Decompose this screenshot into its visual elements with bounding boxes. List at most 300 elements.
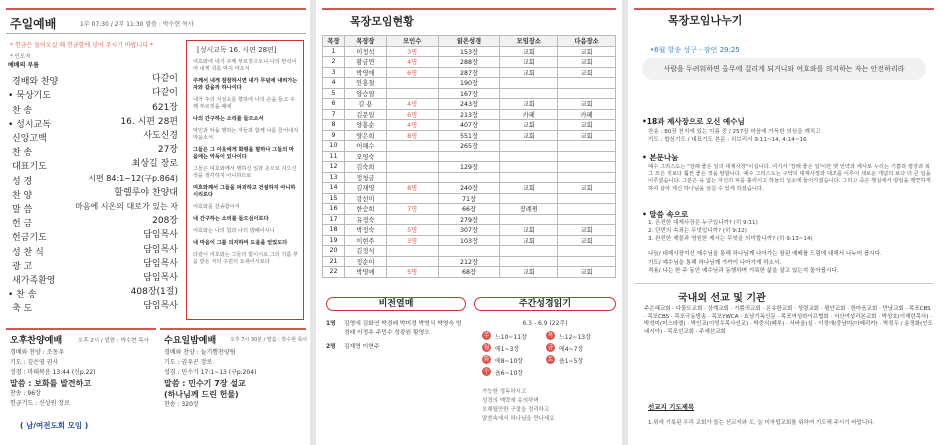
reading-text: 욥1~5장 <box>559 358 584 365</box>
table-cell <box>558 88 616 99</box>
table-cell: 551장 <box>438 130 500 141</box>
table-cell: 김재영 <box>344 183 386 194</box>
table-cell: 카페 <box>558 109 616 120</box>
table-row <box>323 109 616 120</box>
sunday-worship-title: 주일예배 <box>10 17 57 31</box>
table-cell <box>386 162 438 173</box>
responsive-line: 여호와는 나의 힘과 나의 방패이시니 <box>193 228 275 234</box>
table-cell: 265장 <box>438 141 500 152</box>
afternoon-row: 말씀 : 보화를 발견하고 <box>10 379 92 388</box>
table-cell: 66장 <box>438 204 500 215</box>
table-row <box>323 88 616 99</box>
table-cell: 강선미 <box>344 193 386 204</box>
table-cell <box>386 151 438 162</box>
worship-order-value: 208장 <box>152 216 178 227</box>
table-row <box>323 235 616 246</box>
worship-order-value: 최상길 장로 <box>131 159 178 170</box>
reading-text: 에4~7장 <box>559 346 584 353</box>
reading-note: 성경의 맥락에 유의하며 <box>482 398 539 404</box>
table-cell: 교회 <box>558 225 616 236</box>
worship-order-label: 찬 양 <box>12 190 33 201</box>
table-cell: 교회 <box>558 120 616 131</box>
worship-order-label: 신앙고백 <box>12 134 47 144</box>
afternoon-row: 성경 : 마태복음 13:44 (신p.22) <box>10 369 96 376</box>
reading-day: 토 <box>547 356 554 363</box>
reading-title: 주간성경읽기 <box>518 299 572 309</box>
worship-order-row <box>8 60 178 74</box>
wednesday-row: 찬송 : 320장 <box>164 401 199 408</box>
reading-grid <box>482 330 612 378</box>
table-cell: 4명 <box>386 57 438 68</box>
mission-list: 주은혜교회 · 다물도교회 · 상계교회 · 기쁨의교회 · 온유한교회 · 성령교회 · 평안교회 · 한마음교회 · 만남교회 · 목포CBS · 목포CBS · 목포극동방송 · 목포YWCA · 호남기독신문 · 목포여성라이프협회 · 서산여성리본교회 · 박성호(이재린목사) · 박성미(미스라엘) · 박인교(이영우목사선교) · 박중식(페루) · 서바울(실 · 이정애(중남미(아메리카) · 박정우 / 송정화(인도네시아) · 목포선교회 · 주세선교회 <box>644 306 933 335</box>
table-cell: 4명 <box>386 120 438 131</box>
vision-title: 비전열매 <box>378 299 414 309</box>
worship-order-value: 16. 시편 28편 <box>120 116 178 127</box>
table-cell: 11 <box>323 151 345 162</box>
share-line: 기도/ 예수님을 통해 하나님께 가까이 나아가게 하소서. <box>648 259 782 266</box>
table-row <box>323 141 616 152</box>
vision-rows <box>326 320 466 358</box>
reading-text: 욥6~10장 <box>495 370 524 377</box>
question-line: 1. 온전한 대제사장은 누구입니까? (히 9:11) <box>648 220 758 226</box>
table-cell: 박영애 <box>344 267 386 278</box>
table-cell <box>558 214 616 225</box>
table-cell <box>500 151 558 162</box>
table-cell <box>558 246 616 257</box>
vision-names: 김영애 김화연 박경래 박미경 박영식 박영숙 엄경래 이정주 주민수 성광원 황영오 <box>344 321 462 336</box>
table-cell: 6명 <box>386 67 438 78</box>
table-cell <box>386 256 438 267</box>
group-status-title: 목장모임현황 <box>350 15 414 28</box>
table-cell: 박영애 <box>344 67 386 78</box>
mission-title: 국내외 선교 및 기관 <box>678 293 766 304</box>
table-row <box>323 267 616 278</box>
table-row <box>323 78 616 89</box>
table-cell <box>386 141 438 152</box>
responsive-line: 나의 간구하는 소리를 들으소서 <box>193 116 264 122</box>
table-cell <box>438 172 500 183</box>
table-cell: 153장 <box>438 46 500 57</box>
table-cell: 교회 <box>558 267 616 278</box>
reading-day: 월 <box>483 344 490 351</box>
worship-order-value: 사도신경 <box>143 131 178 141</box>
table-row <box>323 120 616 131</box>
worship-order-row <box>8 117 178 131</box>
table-cell: 교회 <box>500 183 558 194</box>
worship-schedule: 1부 07:30 / 2부 11:30 말씀 : 박수현 목사 <box>80 21 194 28</box>
worship-order-value: 408장(1절) <box>130 287 178 298</box>
table-cell <box>500 88 558 99</box>
table-cell <box>386 246 438 257</box>
worship-order-row <box>8 174 178 188</box>
worship-order-row <box>8 259 178 273</box>
wednesday-rows <box>164 348 306 410</box>
table-header-cell: 목장장 <box>344 36 386 47</box>
afternoon-rows <box>10 348 155 409</box>
table-cell: 19 <box>323 235 345 246</box>
worship-order-row <box>8 301 178 315</box>
reading-note: 가능한 정독하시고 <box>482 389 527 395</box>
table-cell: 황금연 <box>344 57 386 68</box>
table-row <box>323 172 616 183</box>
table-cell <box>500 162 558 173</box>
worship-order-value: 담임목사 <box>143 230 178 241</box>
worship-order-label: 말 씀 <box>12 205 33 215</box>
worship-order-label: 광 고 <box>12 261 33 272</box>
wednesday-row: 경배와 찬양 : 늘기쁨찬양팀 <box>164 349 236 356</box>
afternoon-row: 기도 : 김은영 권사 <box>10 359 59 366</box>
worship-order-label: 축 도 <box>12 304 33 315</box>
table-cell: 288장 <box>438 57 500 68</box>
responsive-reading-title: [성시교독 16. 시편 28편] <box>197 46 277 54</box>
worship-order-row <box>8 131 178 145</box>
table-cell: 양홍순 <box>344 120 386 131</box>
worship-order-value: 시편 84:1~12(구p.864) <box>88 173 178 183</box>
worship-order-row <box>8 188 178 202</box>
table-row <box>323 162 616 173</box>
table-cell: 8 <box>323 120 345 131</box>
table-cell: 15 <box>323 193 345 204</box>
table-cell <box>558 256 616 267</box>
table-cell: 안홍철 <box>344 78 386 89</box>
question-line: 2. 단번의 속죄는 무엇입니까? (히 9:12) <box>648 228 747 234</box>
worship-order-label: 예배의 부름 <box>8 62 40 69</box>
responsive-line: 여호와여 내가 주께 부르짖으오니 나의 반석이여 내게 귀를 막지 마소서 <box>193 59 297 72</box>
reading-day: 화 <box>483 356 490 363</box>
table-row <box>323 57 616 68</box>
table-cell <box>500 214 558 225</box>
monthly-verse-ref: •6월 항송 성구 - 잠언 29:25 <box>650 46 740 54</box>
worship-order-row <box>8 88 178 102</box>
table-cell: 교회 <box>558 99 616 110</box>
table-cell <box>500 246 558 257</box>
responsive-line: 그들은 여호와께서 행하신 일과 손으로 지으신 것을 생각하지 아니하므로 <box>193 166 297 179</box>
table-cell: 카페 <box>500 109 558 120</box>
table-cell: 213장 <box>438 109 500 120</box>
reading-row <box>482 342 612 354</box>
table-cell: 교회 <box>500 130 558 141</box>
lesson-line: 찬송 : 80장 천지에 있는 이름 중 / 257장 마음에 가득한 의심을 깨치고 <box>648 129 821 135</box>
table-header-row <box>323 36 616 47</box>
table-cell <box>386 193 438 204</box>
reading-text: 에1~3장 <box>495 346 520 353</box>
into-word-lines <box>648 219 934 243</box>
table-cell: 김문일 <box>344 109 386 120</box>
reading-day: 수 <box>483 368 490 375</box>
table-cell: 양은희 <box>344 130 386 141</box>
table-cell <box>558 162 616 173</box>
responsive-line: 다같이 여호와는 그들의 힘이시요 그의 기름 부음 받은 자의 구원의 요새이시로다 <box>193 252 299 265</box>
afternoon-event: ( 남/여전도회 모임 ) <box>20 421 89 430</box>
table-cell <box>438 246 500 257</box>
table-cell: 교회 <box>558 130 616 141</box>
table-cell: 167장 <box>438 88 500 99</box>
sharing-title: 목장모임나누기 <box>668 14 743 27</box>
group-status-panel <box>316 0 622 445</box>
reading-header <box>474 292 616 316</box>
worship-order-value: 27장 <box>157 145 178 156</box>
table-cell <box>558 78 616 89</box>
afternoon-title: 오후찬양예배 <box>10 336 63 346</box>
divider-3 <box>634 283 934 284</box>
worship-order-row <box>8 74 178 88</box>
afternoon-rule <box>6 328 156 330</box>
lesson-line: 기도 : 합심기도 / 대표기도 본문 : 히브리서 9:11~14, 4:14~16 <box>648 137 807 143</box>
table-cell <box>500 141 558 152</box>
table-cell: 교회 <box>558 57 616 68</box>
reading-row <box>482 330 612 342</box>
table-cell: 교회 <box>500 99 558 110</box>
share-line: 적용/ 나는 한 주 동안 예수님과 동행하며 거룩한 삶을 살고 있는지 돌아봅시다. <box>648 268 839 274</box>
table-cell <box>438 151 500 162</box>
table-row <box>323 130 616 141</box>
table-cell: 교회 <box>500 225 558 236</box>
table-cell: 교회 <box>500 120 558 131</box>
reading-text: 느12~13장 <box>559 334 591 341</box>
worship-order-label: • 성시교독 <box>8 119 51 130</box>
reading-date: 6.3 - 6.9 (22주) <box>522 320 568 327</box>
into-word-title: • 말씀 속으로 <box>642 210 689 219</box>
table-cell <box>558 151 616 162</box>
table-cell: 13 <box>323 172 345 183</box>
table-cell: 교회 <box>558 67 616 78</box>
table-cell: 21 <box>323 256 345 267</box>
responsive-line: 주께서 내게 잠잠하시면 내가 무덤에 내려가는 자와 같을까 하나이다 <box>193 78 298 91</box>
table-cell <box>500 78 558 89</box>
reading-row <box>482 354 612 366</box>
reading-day: 금 <box>547 344 554 351</box>
question-line: 3. 완전한 제물과 영원한 제사는 무엇을 의미합니까? (히 9:13~14) <box>648 236 813 242</box>
table-cell: 교회 <box>558 235 616 246</box>
monthly-verse-pill <box>642 58 926 80</box>
worship-order-row <box>8 103 178 117</box>
afternoon-row: 헌금기도 : 신상원 장로 <box>10 400 70 407</box>
table-row <box>323 46 616 57</box>
responsive-line: 여호와를 찬송함이여 <box>193 204 240 210</box>
table-cell <box>386 88 438 99</box>
table-row <box>323 193 616 204</box>
wednesday-time: 오후 7시 30분 / 말씀 : 박수현 목사 <box>230 337 308 343</box>
worship-order-value: 다같이 <box>151 88 178 99</box>
reading-text: 에8~10장 <box>495 358 524 365</box>
responsive-reading-box <box>186 40 304 320</box>
table-cell: 240장 <box>438 183 500 194</box>
table-cell: 6명 <box>386 109 438 120</box>
table-cell: 교회 <box>558 183 616 194</box>
worship-order-label: 찬 송 <box>12 148 33 159</box>
table-header-cell: 다음장소 <box>558 36 616 47</box>
table-cell <box>386 78 438 89</box>
monthly-verse-text: 사람을 두려워하면 올무에 걸리게 되거니와 여호와를 의지하는 자는 안전하리라 <box>663 65 905 73</box>
wednesday-row: (하나님께 드린 헌물) <box>164 390 239 399</box>
table-header-cell: 목장 <box>323 36 345 47</box>
table-cell: 243장 <box>438 99 500 110</box>
table-cell <box>558 204 616 215</box>
vision-count: 2명 <box>326 344 336 350</box>
worship-order-row <box>8 273 178 287</box>
responsive-line: 내가 주의 지성소를 향하여 나의 손을 들고 주께 부르짖을 때에 <box>193 97 295 110</box>
worship-order-row <box>8 145 178 159</box>
table-cell: 307장 <box>438 225 500 236</box>
reading-note: 말씀속에서 하나님을 만나세요 <box>482 416 555 422</box>
responsive-line: 악인과 악을 행하는 자들과 함께 나를 끌어내지 마옵소서 <box>193 128 299 141</box>
worship-order-value: 담임목사 <box>143 301 178 312</box>
table-cell: 17 <box>323 214 345 225</box>
table-cell: 103장 <box>438 235 500 246</box>
worship-order-list <box>8 60 178 320</box>
table-cell: 양승열 <box>344 88 386 99</box>
table-cell <box>386 214 438 225</box>
share-lines <box>648 250 934 276</box>
worship-order-label: • 찬 송 <box>8 290 37 301</box>
reading-day: 목 <box>547 332 554 339</box>
table-cell: 교회 <box>500 267 558 278</box>
responsive-line: 그들은 그 이웃에게 화평을 말하나 그들의 마음에는 악독이 있나이다 <box>193 147 295 160</box>
table-header-cell: 읽은성경 <box>438 36 500 47</box>
worship-order-label: 대표기도 <box>12 162 47 173</box>
table-cell <box>558 141 616 152</box>
table-cell: 정순이 <box>344 256 386 267</box>
worship-order-row <box>8 216 178 230</box>
table-cell: 김정식 <box>344 246 386 257</box>
table-cell: 3 <box>323 67 345 78</box>
text-sharing-body: 예수 그리스도는 "장래 좋은 일의 대제사장"이십니다. 여기서 '장래 좋은 일'이란 옛 언약과 제사로 누리는 기쁨과 평강과 복 그 모든 것보다 훨씬 좋은 것을 말합니다. 예수 그리스도는 구약의 대제사장과 대조를 이루어 새로운 개념의 보다 더 큰 일을 이루셨습니다. 그분은 육 없는 자신의 피를 흘리시고 하늘의 성소에 들어가셨습니다. 그리고 죽은 행실에서 양심을 깨끗하게 하여 살아 계신 하나님을 섬길 수 있게 하셨습니다. <box>648 164 931 192</box>
worship-order-value: 다같이 <box>151 74 178 85</box>
worship-order-label: 헌금기도 <box>12 233 47 244</box>
responsive-line: 내 마음이 그를 의지하여 도움을 얻었도다 <box>193 240 288 246</box>
table-cell <box>386 172 438 183</box>
worship-order-panel <box>0 0 310 445</box>
reading-row <box>482 366 612 378</box>
reading-note: 오해될만한 구절을 정리하고 <box>482 407 550 413</box>
table-cell <box>500 172 558 183</box>
table-cell: 71장 <box>438 193 500 204</box>
top-rule-3 <box>634 8 934 10</box>
table-cell: 10 <box>323 141 345 152</box>
worship-order-value: 담임목사 <box>143 244 178 255</box>
table-row <box>323 99 616 110</box>
table-cell: 교회 <box>558 46 616 57</box>
table-cell: 교회 <box>500 235 558 246</box>
wed-rule <box>160 328 306 330</box>
table-cell: 5 <box>323 88 345 99</box>
worship-order-value: 담임목사 <box>143 258 178 269</box>
vision-names: 김재영 이현주 <box>344 344 380 350</box>
vision-row <box>326 343 466 352</box>
table-row <box>323 246 616 257</box>
table-header-cell: 모인수 <box>386 36 438 47</box>
table-cell: 유정숙 <box>344 214 386 225</box>
table-cell: 8명 <box>386 130 438 141</box>
worship-order-row <box>8 287 178 301</box>
table-cell: 장례원 <box>500 204 558 215</box>
table-header-cell: 모임장소 <box>500 36 558 47</box>
wednesday-title: 수요일밤예배 <box>164 336 217 346</box>
prayer-text: 1.위에 기록된 우리 교회가 돕는 선교지와 도, 늘 미자립교회를 위하여 기도해 주시기 바랍니다. <box>648 420 875 426</box>
table-cell: 279장 <box>438 214 500 225</box>
worship-order-value: 할렐루야 찬양대 <box>114 187 178 198</box>
table-cell: 14 <box>323 183 345 194</box>
vision-row <box>326 320 466 337</box>
responsive-line: 여호와께서 그들을 파괴하고 건설하지 아니하시리로다 <box>193 185 296 198</box>
table-cell: 8명 <box>386 183 438 194</box>
wednesday-row: 성경 : 민수기 17:1~13 (구p.204) <box>164 369 257 376</box>
table-row <box>323 183 616 194</box>
worship-order-value: 621장 <box>152 102 178 113</box>
table-cell: 어해수 <box>344 141 386 152</box>
table-cell: 4 <box>323 78 345 89</box>
prayer-title: 선교지 기도제목 <box>648 403 695 411</box>
table-cell: 129장 <box>438 162 500 173</box>
table-row <box>323 151 616 162</box>
lesson-title: •18과 제사장으로 오신 예수님 <box>642 117 745 126</box>
table-cell: 9 <box>323 130 345 141</box>
table-cell <box>558 193 616 204</box>
offering-notice: * 헌금은 들어오실 때 헌금함에 넣어 주시기 바랍니다 * <box>10 42 153 49</box>
afternoon-time: 오후 2시 / 말씀 : 박수현 목사 <box>78 338 149 344</box>
table-cell: 교회 <box>500 46 558 57</box>
table-cell: 이현주 <box>344 235 386 246</box>
worship-order-row <box>8 159 178 173</box>
table-cell: 박정숙 <box>344 225 386 236</box>
worship-order-label: 경배와 찬양 <box>12 77 59 88</box>
worship-order-label: 성 경 <box>12 176 33 187</box>
table-cell: 오영숙 <box>344 151 386 162</box>
worship-order-row <box>8 230 178 244</box>
worship-order-row <box>8 245 178 259</box>
table-cell: 김숙희 <box>344 162 386 173</box>
afternoon-row: 경배와 찬양 : 조동우 <box>10 349 65 356</box>
table-row <box>323 225 616 236</box>
table-row <box>323 204 616 215</box>
reading-text: 느10~11장 <box>495 334 527 341</box>
table-cell: 4명 <box>386 99 438 110</box>
worship-order-label: 헌 금 <box>12 219 33 230</box>
table-cell <box>500 193 558 204</box>
wednesday-row: 말씀 : 민수기 7장 설교 <box>164 379 246 388</box>
worship-order-row <box>8 202 178 216</box>
group-sharing-panel <box>628 0 940 445</box>
vision-count: 1명 <box>326 321 336 327</box>
worship-order-label: • 묵상기도 <box>8 91 51 102</box>
worship-order-label: 새가족환영 <box>12 276 56 286</box>
table-cell: 1 <box>323 46 345 57</box>
vision-header <box>326 292 466 316</box>
table-row <box>323 67 616 78</box>
table-cell: 6 <box>323 99 345 110</box>
table-cell: 190장 <box>438 78 500 89</box>
group-status-table <box>322 35 616 278</box>
table-cell: 5명 <box>386 267 438 278</box>
reading-day: 주 <box>483 332 490 339</box>
table-cell: 22 <box>323 267 345 278</box>
table-cell <box>558 172 616 183</box>
afternoon-row: 찬송 : 96장 <box>10 390 41 397</box>
table-cell: 이정석 <box>344 46 386 57</box>
table-cell: 교회 <box>500 67 558 78</box>
table-cell: 정청금 <box>344 172 386 183</box>
table-cell <box>500 256 558 267</box>
divider <box>6 33 306 34</box>
table-cell: 18 <box>323 225 345 236</box>
top-rule-2 <box>322 8 616 10</box>
responsive-reading-lines <box>193 59 299 271</box>
table-cell: 212장 <box>438 256 500 267</box>
text-sharing-title: • 본문나눔 <box>642 153 679 162</box>
worship-order-value: 마음에 시온의 대로가 있는 자 <box>75 202 178 211</box>
table-cell: 407장 <box>438 120 500 131</box>
table-row <box>323 214 616 225</box>
